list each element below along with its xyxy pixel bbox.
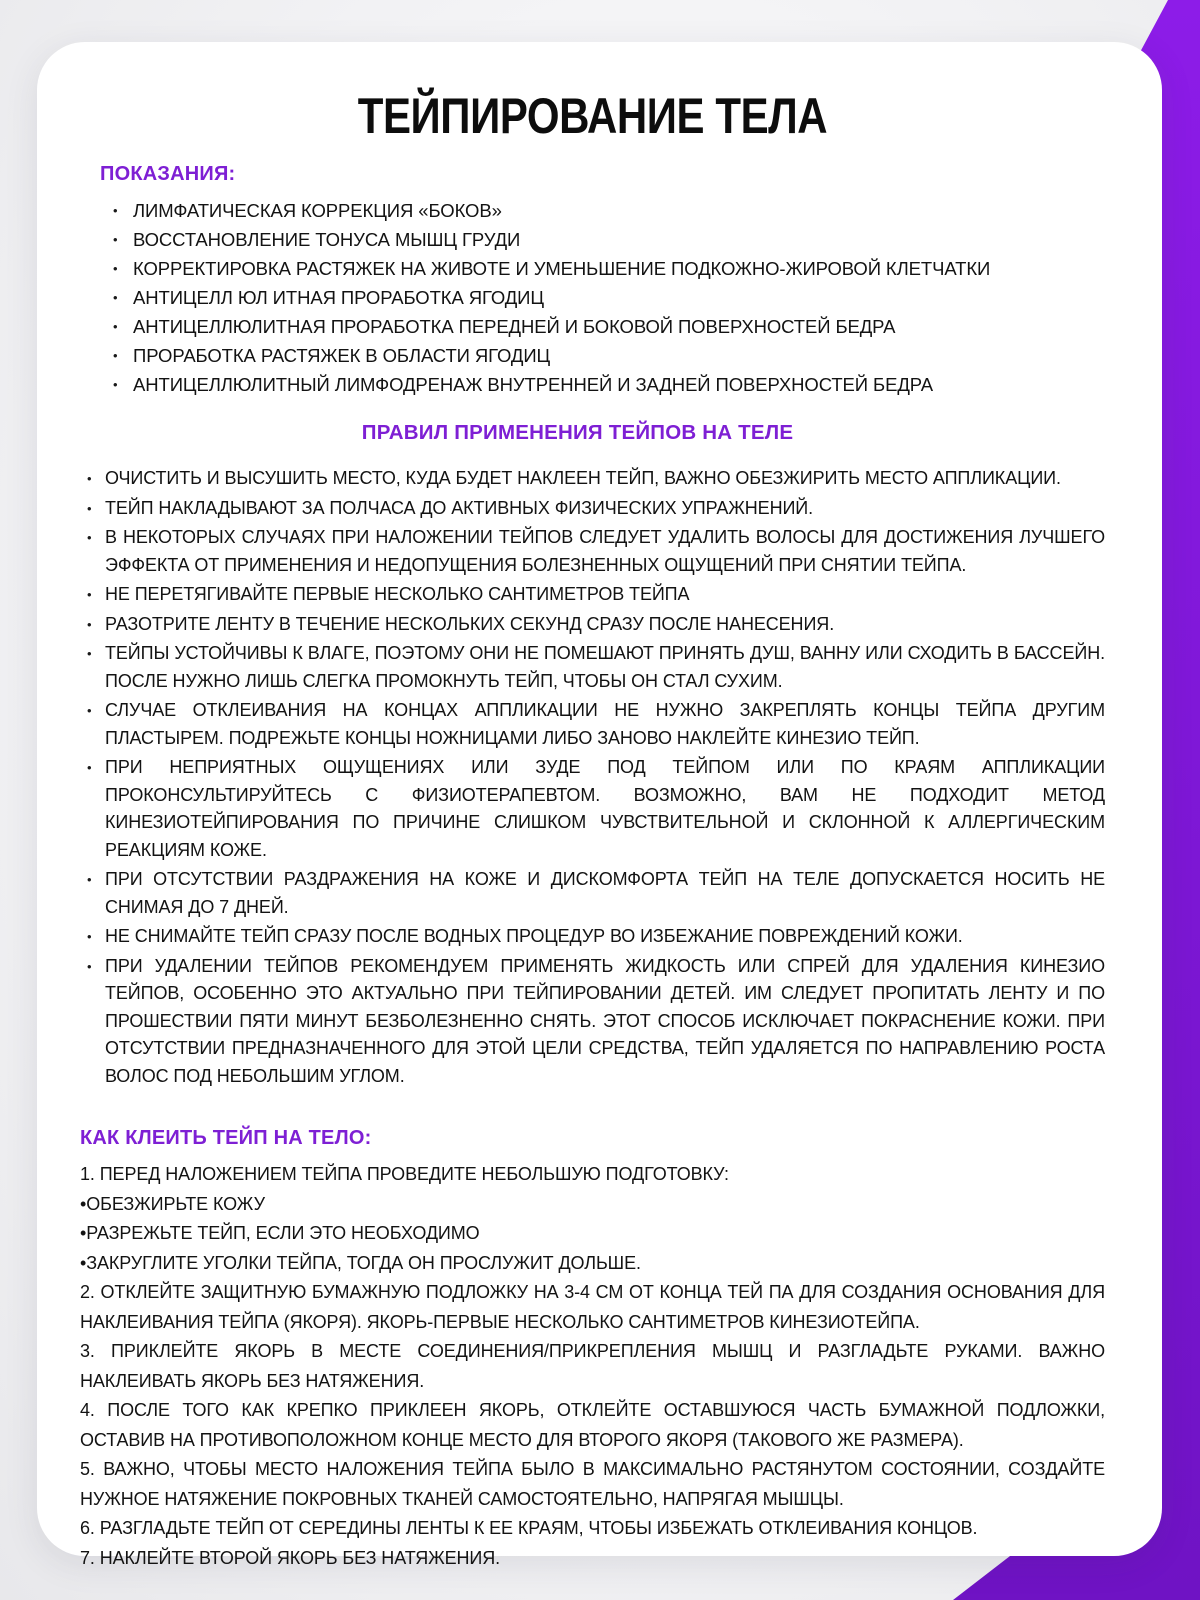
list-item <box>87 495 1105 523</box>
bullet-icon: • <box>113 231 118 247</box>
howto-steps <box>80 1160 1105 1573</box>
list-item-text: КОРРЕКТИРОВКА РАСТЯЖЕК НА ЖИВОТЕ И УМЕНЬШЕНИЕ ПОДКОЖНО-ЖИРОВОЙ КЛЕТЧАТКИ <box>133 257 991 279</box>
howto-step-line: 6. РАЗГЛАДЬТЕ ТЕЙП ОТ СЕРЕДИНЫ ЛЕНТЫ К ЕЕ КРАЯМ, ЧТОБЫ ИЗБЕЖАТЬ ОТКЛЕИВАНИЯ КОНЦОВ. <box>80 1518 978 1539</box>
bullet-icon: • <box>87 530 92 546</box>
howto-step-line: •ОБЕЗЖИРЬТЕ КОЖУ <box>80 1193 265 1214</box>
list-item-text: АНТИЦЕЛЛ ЮЛ ИТНАЯ ПРОРАБОТКА ЯГОДИЦ <box>133 286 544 308</box>
list-item <box>87 923 1105 951</box>
bullet-icon: • <box>87 872 92 888</box>
bullet-icon: • <box>113 376 118 392</box>
howto-step-line: •ЗАКРУГЛИТЕ УГОЛКИ ТЕЙПА, ТОГДА ОН ПРОСЛУЖИТ ДОЛЬШЕ. <box>80 1252 641 1273</box>
list-item <box>87 640 1105 695</box>
rules-list <box>87 465 1105 1090</box>
list-item <box>113 283 1105 312</box>
bullet-icon: • <box>113 202 118 218</box>
bullet-icon: • <box>87 760 92 776</box>
list-item-text: В НЕКОТОРЫХ СЛУЧАЯХ ПРИ НАЛОЖЕНИИ ТЕЙПОВ СЛЕДУЕТ УДАЛИТЬ ВОЛОСЫ ДЛЯ ДОСТИЖЕНИЯ ЛУЧШЕГО ЭФФЕКТА ОТ ПРИМЕНЕНИЯ И НЕДОПУЩЕНИЯ БОЛЕЗНЕННЫХ ОЩУЩЕНИЙ ПРИ СНЯТИИ ТЕЙПА. <box>105 527 1105 575</box>
list-item-text: АНТИЦЕЛЛЮЛИТНАЯ ПРОРАБОТКА ПЕРЕДНЕЙ И БОКОВОЙ ПОВЕРХНОСТЕЙ БЕДРА <box>133 315 896 337</box>
bullet-icon: • <box>87 471 92 487</box>
howto-step-line: 5. ВАЖНО, ЧТОБЫ МЕСТО НАЛОЖЕНИЯ ТЕЙПА БЫЛО В МАКСИМАЛЬНО РАСТЯНУТОМ СОСТОЯНИИ, СОЗДАЙТЕ НУЖНОЕ НАТЯЖЕНИЕ ПОКРОВНЫХ ТКАНЕЙ САМОСТОЯТЕЛЬНО, НАПРЯГАЯ МЫШЦЫ. <box>80 1459 1105 1509</box>
bullet-icon: • <box>113 318 118 334</box>
list-item <box>113 254 1105 283</box>
list-item-text: ПРОРАБОТКА РАСТЯЖЕК В ОБЛАСТИ ЯГОДИЦ <box>133 344 551 366</box>
list-item <box>113 312 1105 341</box>
list-item <box>87 953 1105 1091</box>
list-item-text: ОЧИСТИТЬ И ВЫСУШИТЬ МЕСТО, КУДА БУДЕТ НАКЛЕЕН ТЕЙП, ВАЖНО ОБЕЗЖИРИТЬ МЕСТО АППЛИКАЦИИ. <box>105 468 1061 489</box>
bullet-icon: • <box>113 260 118 276</box>
list-item <box>87 611 1105 639</box>
indications-heading: ПОКАЗАНИЯ: <box>100 162 236 185</box>
bullet-icon: • <box>87 500 92 516</box>
howto-step-line: 3. ПРИКЛЕЙТЕ ЯКОРЬ В МЕСТЕ СОЕДИНЕНИЯ/ПРИКРЕПЛЕНИЯ МЫШЦ И РАЗГЛАДЬТЕ РУКАМИ. ВАЖНО НАКЛЕИВАТЬ ЯКОРЬ БЕЗ НАТЯЖЕНИЯ. <box>80 1341 1105 1391</box>
howto-step-line: 2. ОТКЛЕЙТЕ ЗАЩИТНУЮ БУМАЖНУЮ ПОДЛОЖКУ НА 3-4 СМ ОТ КОНЦА ТЕЙ ПА ДЛЯ СОЗДАНИЯ ОСНОВАНИЯ ДЛЯ НАКЛЕИВАНИЯ ТЕЙПА (ЯКОРЯ). ЯКОРЬ-ПЕРВЫЕ НЕСКОЛЬКО САНТИМЕТРОВ КИНЕЗИОТЕЙПА. <box>80 1282 1105 1332</box>
bullet-icon: • <box>87 958 92 974</box>
list-item <box>113 341 1105 370</box>
title-wrap <box>80 88 1105 146</box>
indications-list <box>113 196 1105 399</box>
howto-step-line: 1. ПЕРЕД НАЛОЖЕНИЕМ ТЕЙПА ПРОВЕДИТЕ НЕБОЛЬШУЮ ПОДГОТОВКУ: <box>80 1164 729 1185</box>
list-item-text: АНТИЦЕЛЛЮЛИТНЫЙ ЛИМФОДРЕНАЖ ВНУТРЕННЕЙ И ЗАДНЕЙ ПОВЕРХНОСТЕЙ БЕДРА <box>133 373 933 395</box>
content-card <box>37 42 1162 1568</box>
page-title: ТЕЙПИРОВАНИЕ ТЕЛА <box>357 88 828 144</box>
list-item <box>113 225 1105 254</box>
list-item-text: ТЕЙП НАКЛАДЫВАЮТ ЗА ПОЛЧАСА ДО АКТИВНЫХ ФИЗИЧЕСКИХ УПРАЖНЕНИЙ. <box>105 497 814 518</box>
list-item <box>87 465 1105 493</box>
rules-heading: ПРАВИЛ ПРИМЕНЕНИЯ ТЕЙПОВ НА ТЕЛЕ <box>361 420 794 444</box>
list-item-text: ЛИМФАТИЧЕСКАЯ КОРРЕКЦИЯ «БОКОВ» <box>133 199 502 221</box>
list-item-text: СЛУЧАЕ ОТКЛЕИВАНИЯ НА КОНЦАХ АППЛИКАЦИИ НЕ НУЖНО ЗАКРЕПЛЯТЬ КОНЦЫ ТЕЙПА ДРУГИМ ПЛАСТЫРЕМ. ПОДРЕЖЬТЕ КОНЦЫ НОЖНИЦАМИ ЛИБО ЗАНОВО НАКЛЕЙТЕ КИНЕЗИО ТЕЙП. <box>105 700 1105 748</box>
list-item <box>87 697 1105 752</box>
list-item-text: ТЕЙПЫ УСТОЙЧИВЫ К ВЛАГЕ, ПОЭТОМУ ОНИ НЕ ПОМЕШАЮТ ПРИНЯТЬ ДУШ, ВАННУ ИЛИ СХОДИТЬ В БАССЕЙН. ПОСЛЕ НУЖНО ЛИШЬ СЛЕГКА ПРОМОКНУТЬ ТЕЙП, ЧТОБЫ ОН СТАЛ СУХИМ. <box>105 643 1105 691</box>
list-item-text: ПРИ НЕПРИЯТНЫХ ОЩУЩЕНИЯХ ИЛИ ЗУДЕ ПОД ТЕЙПОМ ИЛИ ПО КРАЯМ АППЛИКАЦИИ ПРОКОНСУЛЬТИРУЙТЕСЬ С ФИЗИОТЕРАПЕВТОМ. ВОЗМОЖНО, ВАМ НЕ ПОДХОДИТ МЕТОД КИНЕЗИОТЕЙПИРОВАНИЯ ПО ПРИЧИНЕ СЛИШКОМ ЧУВСТВИТЕЛЬНОЙ И СКЛОННОЙ К АЛЛЕРГИЧЕСКИМ РЕАКЦИЯМ КОЖЕ. <box>105 757 1105 860</box>
bullet-icon: • <box>87 616 92 632</box>
bullet-icon: • <box>113 347 118 363</box>
bullet-icon: • <box>87 646 92 662</box>
list-item <box>87 866 1105 921</box>
howto-step-line: 4. ПОСЛЕ ТОГО КАК КРЕПКО ПРИКЛЕЕН ЯКОРЬ, ОТКЛЕЙТЕ ОСТАВШУЮСЯ ЧАСТЬ БУМАЖНОЙ ПОДЛОЖКИ, ОСТАВИВ НА ПРОТИВОПОЛОЖНОМ КОНЦЕ МЕСТО ДЛЯ ВТОРОГО ЯКОРЯ (ТАКОВОГО ЖЕ РАЗМЕРА). <box>80 1400 1105 1450</box>
bullet-icon: • <box>87 587 92 603</box>
howto-step-line: •РАЗРЕЖЬТЕ ТЕЙП, ЕСЛИ ЭТО НЕОБХОДИМО <box>80 1223 480 1244</box>
list-item <box>87 754 1105 864</box>
bullet-icon: • <box>87 703 92 719</box>
list-item <box>87 524 1105 579</box>
list-item-text: ВОССТАНОВЛЕНИЕ ТОНУСА МЫШЦ ГРУДИ <box>133 228 521 250</box>
howto-heading: КАК КЛЕИТЬ ТЕЙП НА ТЕЛО: <box>80 1127 372 1150</box>
list-item-text: ПРИ ОТСУТСТВИИ РАЗДРАЖЕНИЯ НА КОЖЕ И ДИСКОМФОРТА ТЕЙП НА ТЕЛЕ ДОПУСКАЕТСЯ НОСИТЬ НЕ СНИМАЯ ДО 7 ДНЕЙ. <box>105 869 1105 917</box>
bullet-icon: • <box>87 929 92 945</box>
howto-step-line: 7. НАКЛЕЙТЕ ВТОРОЙ ЯКОРЬ БЕЗ НАТЯЖЕНИЯ. <box>80 1547 501 1568</box>
list-item <box>113 196 1105 225</box>
list-item-text: РАЗОТРИТЕ ЛЕНТУ В ТЕЧЕНИЕ НЕСКОЛЬКИХ СЕКУНД СРАЗУ ПОСЛЕ НАНЕСЕНИЯ. <box>105 613 835 634</box>
bullet-icon: • <box>113 289 118 305</box>
list-item <box>113 370 1105 399</box>
list-item-text: НЕ ПЕРЕТЯГИВАЙТЕ ПЕРВЫЕ НЕСКОЛЬКО САНТИМЕТРОВ ТЕЙПА <box>105 584 690 605</box>
list-item <box>87 581 1105 609</box>
list-item-text: НЕ СНИМАЙТЕ ТЕЙП СРАЗУ ПОСЛЕ ВОДНЫХ ПРОЦЕДУР ВО ИЗБЕЖАНИЕ ПОВРЕЖДЕНИЙ КОЖИ. <box>105 926 963 947</box>
list-item-text: ПРИ УДАЛЕНИИ ТЕЙПОВ РЕКОМЕНДУЕМ ПРИМЕНЯТЬ ЖИДКОСТЬ ИЛИ СПРЕЙ ДЛЯ УДАЛЕНИЯ КИНЕЗИО ТЕЙПОВ, ОСОБЕННО ЭТО АКТУАЛЬНО ПРИ ТЕЙПИРОВАНИИ ДЕТЕЙ. ИМ СЛЕДУЕТ ПРОПИТАТЬ ЛЕНТУ И ПО ПРОШЕСТВИИ ПЯТИ МИНУТ БЕЗБОЛЕЗНЕННО СНЯТЬ. ЭТОТ СПОСОБ ИСКЛЮЧАЕТ ПОКРАСНЕНИЕ КОЖИ. ПРИ ОТСУТСТВИИ ПРЕДНАЗНАЧЕННОГО ДЛЯ ЭТОЙ ЦЕЛИ СРЕДСТВА, ТЕЙП УДАЛЯЕТСЯ ПО НАПРАВЛЕНИЮ РОСТА ВОЛОС ПОД НЕБОЛЬШИМ УГЛОМ. <box>105 955 1105 1086</box>
